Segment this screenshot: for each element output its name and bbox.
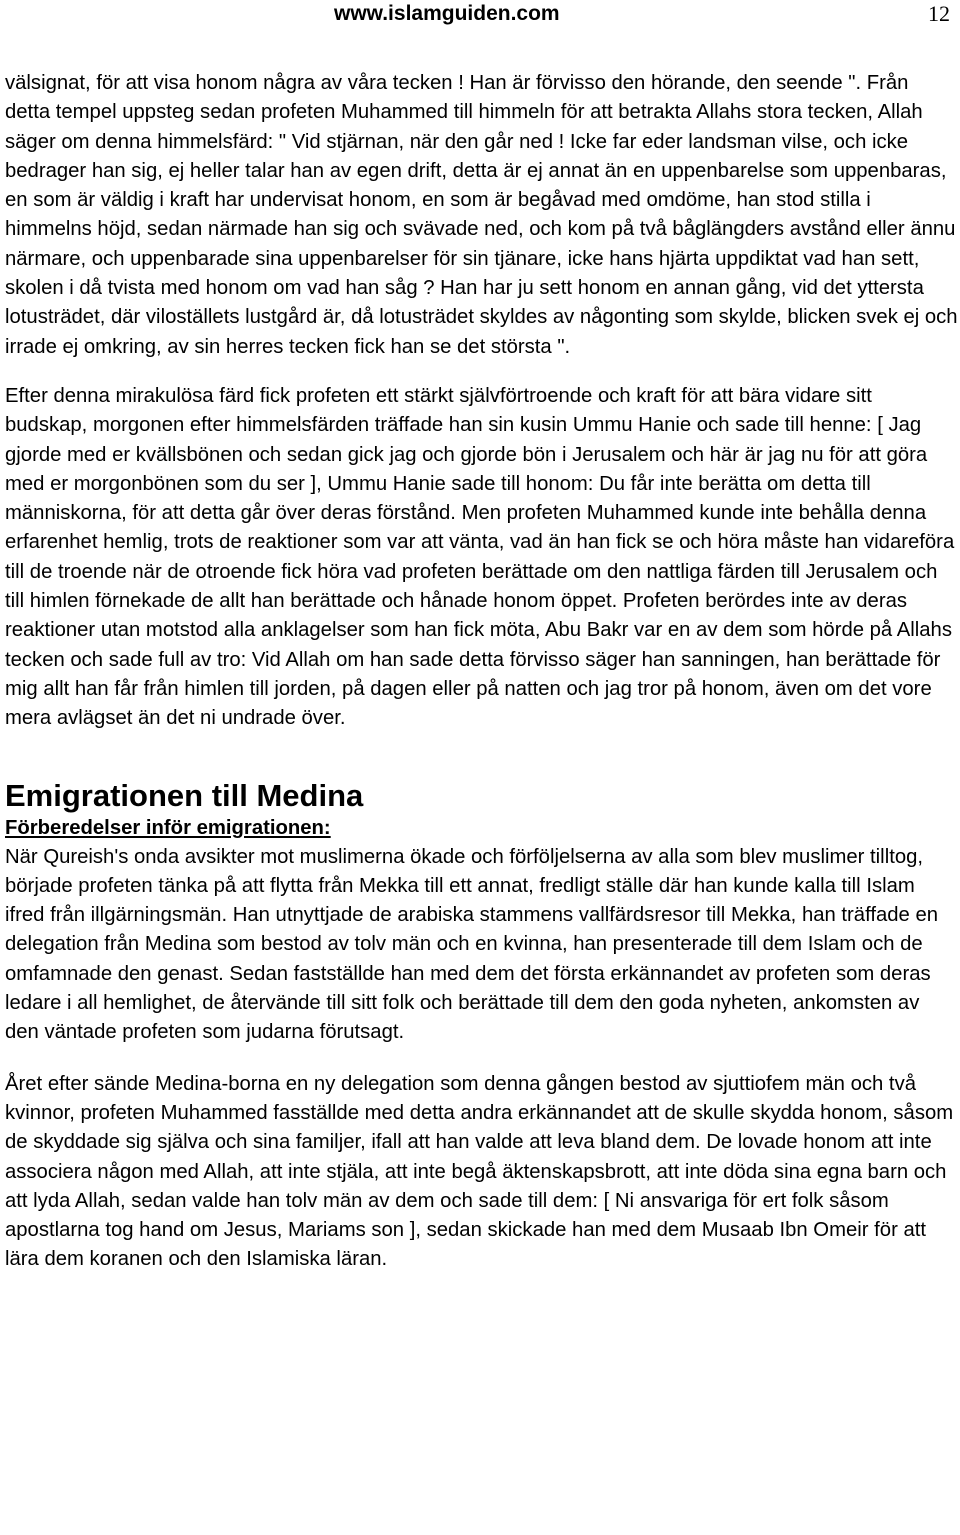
site-url[interactable]: www.islamguiden.com: [334, 2, 560, 25]
subsection-title: Förberedelser inför emigrationen:: [5, 816, 331, 839]
body-paragraph: När Qureish's onda avsikter mot muslimerna ökade och förföljelserna av alla som blev muslimer tilltog, började profeten tänka på att flytta från Mekka till ett annat, fredligt ställe där han kunde kalla till Islam ifred från illgärningsmän. Han utnyttjade de arabiska stammens vallfärdsresor till Mekka, han träffade en delegation från Medina som bestod av tolv män och en kvinna, han presenterade till dem Islam och de omfamnade den genast. Sedan fastställde han med dem det första erkännandet av profeten som deras ledare i all hemlighet, de återvände till sitt folk och berättade till dem den goda nyheten, ankomsten av den väntade profeten som judarna förutsagt.: [5, 845, 939, 1044]
body-paragraph: Året efter sände Medina-borna en ny delegation som denna gången bestod av sjuttiofem män och två kvinnor, profeten Muhammed fasställde med detta andra erkännandet att de skulle skydda honom, såsom de skyddade sig själva och sina familjer, ifall att han valde att leva bland dem. De lovade honom att inte associera någon med Allah, att inte stjäla, att inte begå äktenskapsbrott, att inte döda sina egna barn och att lyda Allah, sedan valde han tolv män av dem och sade till dem: [ Ni ansvariga för ert folk såsom apostlarna tog hand om Jesus, Mariams son ], sedan skickade han med dem Musaab Ibn Omeir för att lära dem koranen och den Islamiska läran.: [5, 1072, 954, 1271]
document-body: [5, 69, 958, 1275]
section-spacer: [5, 734, 958, 778]
section-title: Emigrationen till Medina: [5, 777, 364, 813]
body-paragraph: Efter denna mirakulösa färd fick profeten ett stärkt självförtroende och kraft för att bära vidare sitt budskap, morgonen efter himmelsfärden träffade han sin kusin Ummu Hanie och sade till henne: [ Jag gjorde med er kvällsbönen och sedan gick jag och gjorde bön i Jerusalem och här är jag nu för att göra med er morgonbönen som du ser ], Ummu Hanie sade till honom: Du får inte berätta om detta till människorna, för att detta går över deras förstånd. Men profeten Muhammed kunde inte behålla denna erfarenhet hemlig, trots de reaktioner som var att vänta, vad än han fick se och höra måste han vidareföra till de troende när de otroende fick höra vad profeten berättade om den nattliga färden till Jerusalem och till himlen förnekade de allt han berättade och hånade honom öppet. Profeten berördes inte av deras reaktioner utan motstod alla anklagelser som han fick möta, Abu Bakr var en av dem som hörde på Allahs tecken och sade full av tro: Vid Allah om han sade detta förvisso säger han sanningen, han berättade för mig allt han får från himlen till jorden, på dagen eller på natten och jag tror på honom, även om det vore mera avlägset än det ni undrade över.: [5, 384, 955, 730]
page-number: 12: [928, 1, 950, 26]
body-paragraph: välsignat, för att visa honom några av våra tecken ! Han är förvisso den hörande, den seende ". Från detta tempel uppsteg sedan profeten Muhammed till himmeln för att betrakta Allahs stora tecken, Allah säger om denna himmelsfärd: " Vid stjärnan, när den går ned ! Icke far eder landsman vilse, och icke bedrager han sig, ej heller talar han av egen drift, detta är ej annat än en uppenbarelse som uppenbaras, en som är väldig i kraft har undervisat honom, en som är begåvad med omdöme, han stod stilla i himmelns höjd, sedan närmade han sig och svävade ned, och kom på två båglängders avstånd eller ännu närmare, och uppenbarade sina uppenbarelser för sin tjänare, icke hans hjärta uppdiktat vad han sett, skolen i då tvista med honom om vad han såg ? Han har ju sett honom en annan gång, vid det yttersta lotusträdet, där viloställets lustgård är, då lotusträdet skyldes av någonting som skylde, blicken svek ej och irrade ej omkring, av sin herres tecken fick han se det största ".: [5, 72, 958, 358]
paragraph-spacer: [5, 1048, 958, 1070]
page-header: [5, 0, 956, 30]
paragraph-spacer: [5, 362, 958, 382]
